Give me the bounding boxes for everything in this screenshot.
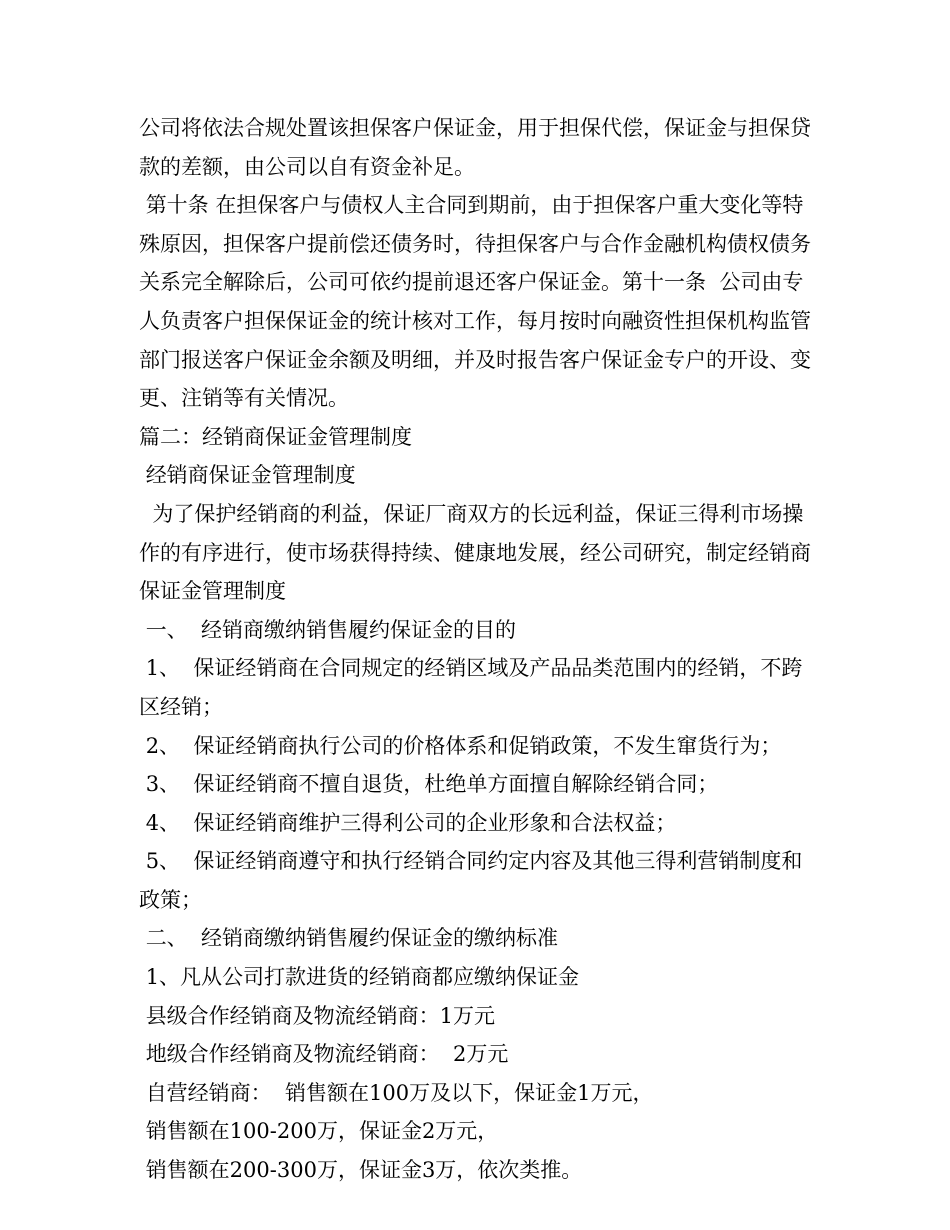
standard-prefecture-level: 地级合作经销商及物流经销商： 2万元 <box>139 1042 509 1067</box>
section-heading-part-two: 篇二：经销商保证金管理制度 <box>139 424 412 449</box>
standard-self-operated: 自营经销商： 销售额在100万及以下，保证金1万元， <box>139 1080 654 1105</box>
heading-standard: 二、 经销商缴纳销售履约保证金的缴纳标准 <box>139 926 559 951</box>
document-body <box>139 109 819 1190</box>
list-item-standard-1: 1、凡从公司打款进货的经销商都应缴纳保证金 <box>139 965 580 990</box>
list-item-purpose-1: 1、 保证经销商在合同规定的经销区域及产品品类范围内的经销，不跨区经销； <box>139 656 803 719</box>
list-item-purpose-4: 4、 保证经销商维护三得利公司的企业形象和合法权益； <box>139 810 677 835</box>
standard-sales-200-300: 销售额在200-300万，保证金3万，依次类推。 <box>139 1158 583 1183</box>
list-item-purpose-5: 5、 保证经销商遵守和执行经销合同约定内容及其他三得利营销制度和政策； <box>139 849 803 912</box>
list-item-purpose-3: 3、 保证经销商不擅自退货，杜绝单方面擅自解除经销合同； <box>139 772 719 797</box>
standard-sales-100-200: 销售额在100-200万，保证金2万元， <box>139 1119 499 1144</box>
paragraph-article-ten: 第十条 在担保客户与债权人主合同到期前，由于担保客户重大变化等特殊原因，担保客户提前偿还债务时，待担保客户与合作金融机构债权债务关系完全解除后，公司可依约提前退还客户保证金。第十一条 公司由专人负责客户担保保证金的统计核对工作，每月按时向融资性担保机构监管部门报送客户保证金余额及明细，并及时报告客户保证金专户的开设、变更、注销等有关情况。 <box>139 193 811 411</box>
list-item-purpose-2: 2、 保证经销商执行公司的价格体系和促销政策，不发生窜货行为； <box>139 733 782 758</box>
paragraph-guarantee-disposal: 公司将依法合规处置该担保客户保证金，用于担保代偿，保证金与担保贷款的差额，由公司以自有资金补足。 <box>139 116 811 179</box>
document-subtitle: 经销商保证金管理制度 <box>139 463 356 488</box>
heading-purpose: 一、 经销商缴纳销售履约保证金的目的 <box>139 617 517 642</box>
paragraph-intro: 为了保护经销商的利益，保证厂商双方的长远利益，保证三得利市场操作的有序进行，使市场获得持续、健康地发展，经公司研究，制定经销商保证金管理制度 <box>139 501 811 604</box>
standard-county-level: 县级合作经销商及物流经销商：1万元 <box>139 1003 496 1028</box>
